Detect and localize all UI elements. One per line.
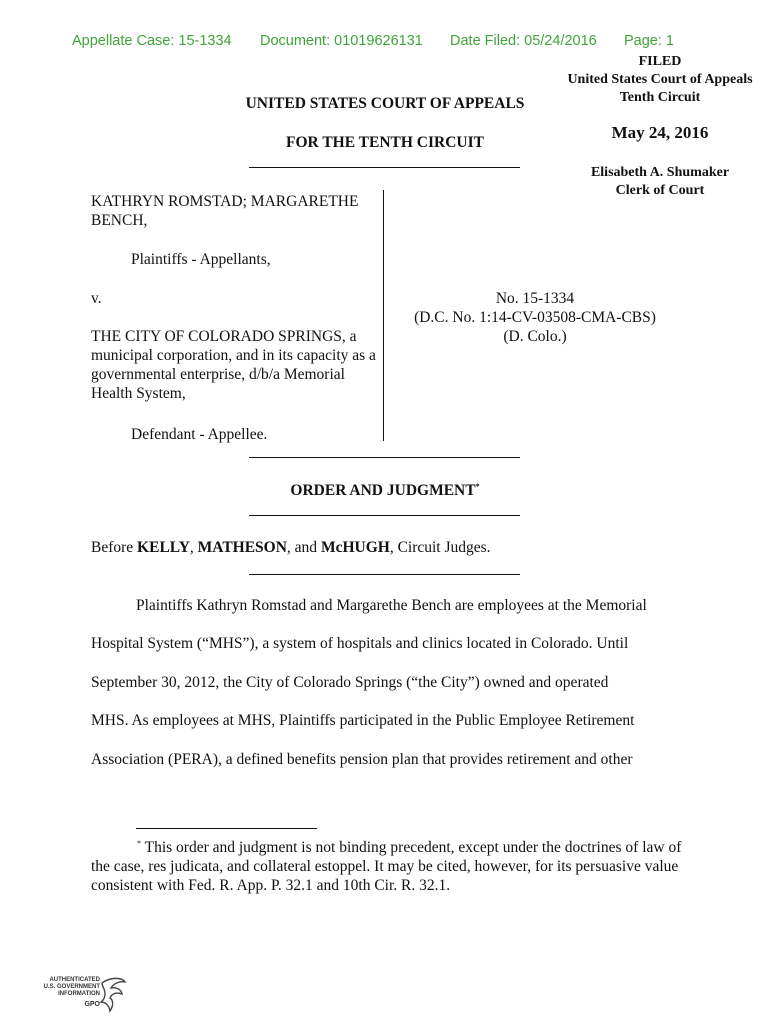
judge-matheson: MATHESON <box>197 539 287 556</box>
header-case-number: Appellate Case: 15-1334 <box>72 33 232 49</box>
gpo-line3: INFORMATION <box>58 991 100 997</box>
panel-before: Before <box>91 539 134 556</box>
district-case-number: (D.C. No. 1:14-CV-03508-CMA-CBS) <box>414 309 656 326</box>
defendant-name: THE CITY OF COLORADO SPRINGS, a municipal corporation, and in its capacity as a governmental enterprise, d/b/a Memorial Health System, <box>91 328 376 402</box>
district-court: (D. Colo.) <box>503 328 567 345</box>
footnote-rule <box>136 828 317 829</box>
judge-mchugh: McHUGH <box>320 539 390 556</box>
clerk-name: Elisabeth A. Shumaker <box>590 165 730 180</box>
filed-label: FILED <box>638 54 682 69</box>
body-line-3: September 30, 2012, the City of Colorado Springs (“the City”) owned and operated <box>91 674 609 691</box>
court-title-line2: FOR THE TENTH CIRCUIT <box>286 134 484 151</box>
header-document-number: Document: 01019626131 <box>260 33 423 49</box>
title-rule <box>249 167 520 168</box>
eagle-icon <box>98 975 128 1015</box>
filed-circuit: Tenth Circuit <box>619 90 701 105</box>
caption-divider <box>383 190 384 441</box>
order-rule <box>249 515 520 516</box>
order-title <box>225 482 545 500</box>
panel-sep1: , <box>189 539 198 556</box>
versus: v. <box>91 290 102 307</box>
panel-suffix: , Circuit Judges. <box>389 539 491 556</box>
body-line-5: Association (PERA), a defined benefits pension plan that provides retirement and other <box>91 751 633 768</box>
panel-line <box>91 539 691 557</box>
panel-rule <box>249 574 520 575</box>
plaintiffs-role: Plaintiffs - Appellants, <box>131 251 271 268</box>
clerk-title: Clerk of Court <box>615 183 705 198</box>
body-line-4: MHS. As employees at MHS, Plaintiffs participated in the Public Employee Retirement <box>91 712 635 729</box>
panel-sep2: , and <box>286 539 321 556</box>
footnote-text: This order and judgment is not binding precedent, except under the doctrines of law of the case, res judicata, and collateral estoppel. It may be cited, however, for its persuasive value consistent with Fed. R. App. P. 32.1 and 10th Cir. R. 32.1. <box>91 839 682 894</box>
caption-rule <box>249 457 520 458</box>
gpo-mark: GPO <box>84 1001 100 1008</box>
filed-court: United States Court of Appeals <box>567 72 753 87</box>
plaintiffs-names: KATHRYN ROMSTAD; MARGARETHE BENCH, <box>91 193 359 229</box>
body-line-2: Hospital System (“MHS”), a system of hospitals and clinics located in Colorado. Until <box>91 635 629 652</box>
court-title-line1: UNITED STATES COURT OF APPEALS <box>245 95 525 112</box>
judge-kelly: KELLY <box>137 539 190 556</box>
order-title-text: ORDER AND JUDGMENT <box>290 482 476 499</box>
order-footnote-marker: * <box>475 481 480 491</box>
gpo-authentication-logo <box>42 975 132 1015</box>
filed-date: May 24, 2016 <box>611 123 709 142</box>
footnote-marker: * <box>137 838 141 848</box>
gpo-line1: AUTHENTICATED <box>49 977 100 983</box>
defendant-role: Defendant - Appellee. <box>131 426 268 443</box>
gpo-line2: U.S. GOVERNMENT <box>43 984 100 990</box>
footnote <box>91 838 691 895</box>
case-number: No. 15-1334 <box>495 290 575 307</box>
body-line-1: Plaintiffs Kathryn Romstad and Margarethe Bench are employees at the Memorial <box>136 597 647 614</box>
header-date-filed: Date Filed: 05/24/2016 <box>450 33 597 49</box>
header-page-number: Page: 1 <box>624 33 674 49</box>
